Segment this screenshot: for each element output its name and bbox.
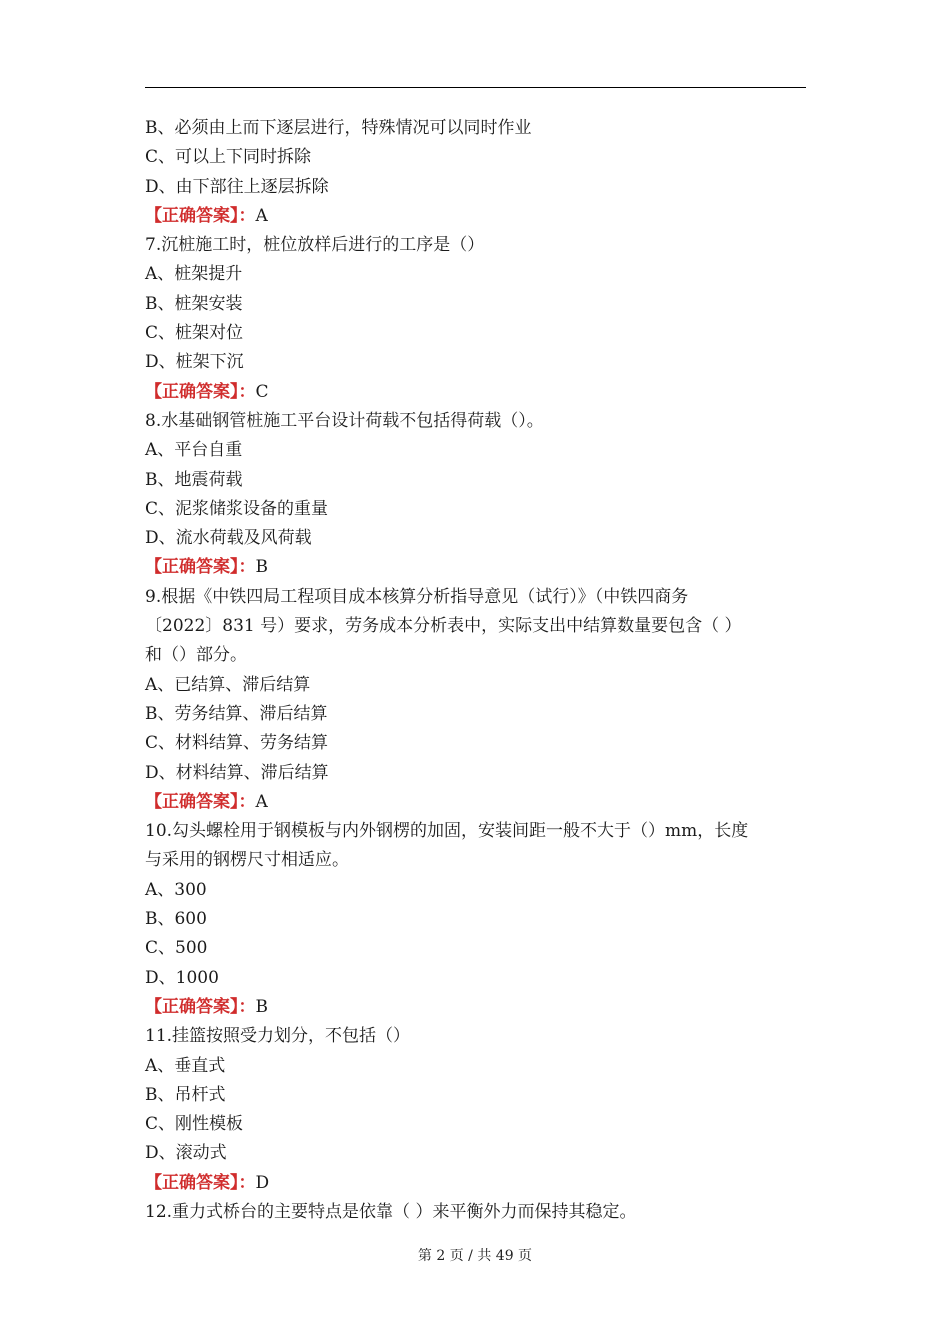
option-text: D、桩架下沉 [145,352,244,373]
answer-line [145,788,807,817]
question-text: 〔2022〕831 号）要求，劳务成本分析表中，实际支出中结算数量要包含（ ） [145,616,742,637]
option-text: D、流水荷载及风荷载 [145,528,312,549]
option-text: B、600 [145,909,207,930]
question-text: 12.重力式桥台的主要特点是依靠（ ）来平衡外力而保持其稳定。 [145,1201,637,1222]
answer-line [145,1169,807,1198]
option-text: C、桩架对位 [145,323,244,344]
answer-line [145,993,807,1022]
option-text: A、平台自重 [145,440,243,461]
option-text: A、300 [145,879,207,900]
question-text: 与采用的钢楞尺寸相适应。 [145,850,349,871]
answer-value: D [255,1172,270,1193]
answer-label: 【正确答案】： [145,557,256,578]
question-text: 10.勾头螺栓用于钢模板与内外钢楞的加固，安装间距一般不大于（）mm，长度 [145,821,749,842]
question-text: 11.挂篮按照受力划分，不包括（） [145,1026,411,1047]
option-text: D、材料结算、滞后结算 [145,762,329,783]
answer-label: 【正确答案】： [145,996,256,1017]
question-text: 和（）部分。 [145,645,247,666]
option-text: A、垂直式 [145,1055,226,1076]
option-text: D、1000 [145,967,219,988]
answer-line [145,553,807,582]
answer-value: B [255,996,268,1017]
option-text: C、材料结算、劳务结算 [145,733,329,754]
option-text: D、由下部往上逐层拆除 [145,176,329,197]
option-text: B、地震荷载 [145,469,243,490]
page-footer: 第 2 页 / 共 49 页 [417,1248,533,1264]
question-text: 7.沉桩施工时，桩位放样后进行的工序是（） [145,235,485,256]
answer-label: 【正确答案】： [145,1172,256,1193]
answer-label: 【正确答案】： [145,791,256,812]
option-text: D、滚动式 [145,1143,227,1164]
header-rule [145,87,806,88]
option-text: C、可以上下同时拆除 [145,147,312,168]
answer-value: A [255,791,268,812]
answer-line [145,202,807,231]
option-text: C、刚性模板 [145,1114,244,1135]
option-text: A、已结算、滞后结算 [145,674,311,695]
option-text: B、必须由上而下逐层进行，特殊情况可以同时作业 [145,118,532,138]
document-body [145,114,807,1227]
option-text: C、泥浆储浆设备的重量 [145,498,329,519]
answer-label: 【正确答案】： [145,381,256,402]
option-text: A、桩架提升 [145,264,243,285]
answer-value: B [255,557,268,578]
answer-line [145,378,807,407]
option-text: B、桩架安装 [145,293,243,314]
question-text: 9.根据《中铁四局工程项目成本核算分析指导意见（试行）》（中铁四商务 [145,586,689,607]
answer-label: 【正确答案】： [145,205,256,226]
option-text: B、吊杆式 [145,1084,226,1105]
question-text: 8.水基础钢管桩施工平台设计荷载不包括得荷载（）。 [145,410,544,431]
answer-value: A [255,205,268,226]
answer-value: C [255,381,269,402]
option-text: C、500 [145,938,208,959]
option-text: B、劳务结算、滞后结算 [145,703,328,724]
